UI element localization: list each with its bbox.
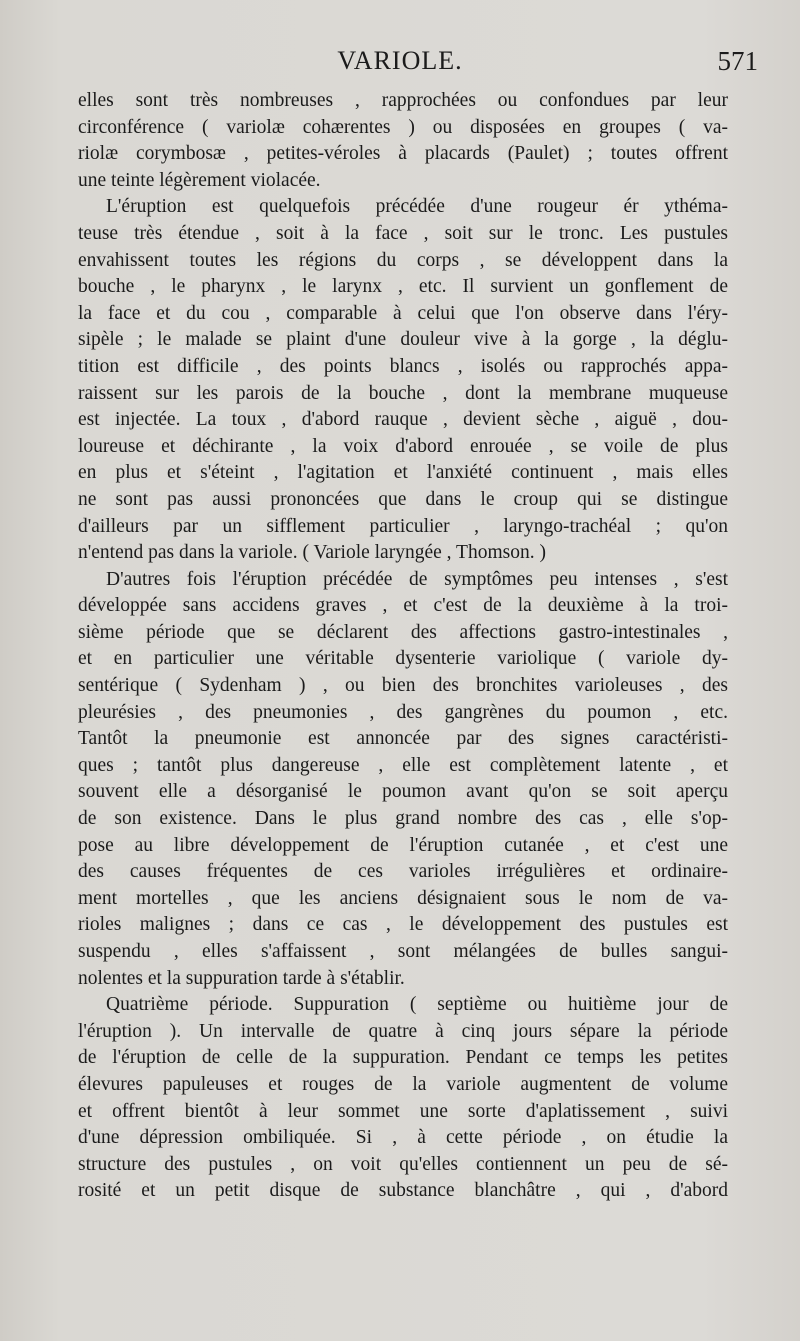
text-line: Tantôt la pneumonie est annoncée par des signes caractéristi-	[78, 728, 728, 750]
page-number: 571	[717, 46, 758, 76]
text-line: ment mortelles , que les anciens désignaient sous le nom de va-	[78, 887, 728, 909]
text-line: ne sont pas aussi prononcées que dans le croup qui se distingue	[78, 488, 728, 510]
running-title: VARIOLE.	[337, 46, 463, 75]
text-line: suspendu , elles s'affaissent , sont mélangées de bulles sangui-	[78, 941, 728, 962]
text-line: n'entend pas dans la variole. ( Variole laryngée , Thomson. )	[78, 542, 546, 564]
text-line: teuse très étendue , soit à la face , soit sur le tronc. Les pustules	[78, 222, 728, 244]
text-line: de l'éruption de celle de la suppuration. Pendant ce temps les petites	[78, 1047, 728, 1069]
text-line: des causes fréquentes de ces varioles irrégulières et ordinaire-	[78, 861, 728, 883]
text-line: pleurésies , des pneumonies , des gangrènes du poumon , etc.	[78, 701, 728, 723]
text-line: développée sans accidens graves , et c'est de la deuxième à la troi-	[78, 595, 728, 617]
text-line: la face et du cou , comparable à celui que l'on observe dans l'éry-	[78, 302, 728, 324]
text-line: bouche , le pharynx , le larynx , etc. Il survient un gonflement de	[78, 276, 728, 298]
text-line: rosité et un petit disque de substance blanchâtre , qui , d'abord	[78, 1180, 728, 1202]
text-line: d'ailleurs par un sifflement particulier , laryngo-trachéal ; qu'on	[78, 515, 728, 537]
running-head	[0, 40, 800, 80]
text-line: sipèle ; le malade se plaint d'une douleur vive à la gorge , la déglu-	[78, 329, 728, 351]
text-line: ques ; tantôt plus dangereuse , elle est complètement latente , et	[78, 754, 728, 776]
text-line: loureuse et déchirante , la voix d'abord enrouée , se voile de plus	[78, 435, 728, 457]
text-line: envahissent toutes les régions du corps , se développent dans la	[78, 249, 728, 271]
text-line: est injectée. La toux , d'abord rauque , devient sèche , aiguë , dou-	[78, 409, 728, 431]
text-line: souvent elle a désorganisé le poumon avant qu'on se soit aperçu	[78, 781, 728, 803]
text-line: circonférence ( variolæ cohærentes ) ou disposées en groupes ( va-	[78, 116, 728, 138]
body-text	[78, 88, 728, 1205]
text-line: l'éruption ). Un intervalle de quatre à cinq jours sépare la période	[78, 1020, 728, 1042]
text-line: riolæ corymbosæ , petites-véroles à placards (Paulet) ; toutes offrent	[78, 143, 728, 165]
text-line: D'autres fois l'éruption précédée de symptômes peu intenses , s'est	[106, 568, 728, 590]
text-line: élevures papuleuses et rouges de la variole augmentent de volume	[78, 1073, 728, 1095]
text-line: raissent sur les parois de la bouche , dont la membrane muqueuse	[78, 382, 728, 404]
text-line: rioles malignes ; dans ce cas , le développement des pustules est	[78, 914, 728, 936]
text-line: en plus et s'éteint , l'agitation et l'anxiété continuent , mais elles	[78, 462, 728, 484]
text-line: de son existence. Dans le plus grand nombre des cas , elle s'op-	[78, 808, 728, 830]
text-line: et offrent bientôt à leur sommet une sorte d'aplatissement , suivi	[78, 1100, 728, 1122]
text-line: et en particulier une véritable dysenterie variolique ( variole dy-	[78, 648, 728, 670]
text-line: sentérique ( Sydenham ) , ou bien des bronchites varioleuses , des	[78, 675, 728, 697]
text-line: tition est difficile , des points blancs , isolés ou rapprochés appa-	[78, 355, 728, 377]
text-line: structure des pustules , on voit qu'elles contiennent un peu de sé-	[78, 1153, 728, 1175]
text-line: nolentes et la suppuration tarde à s'établir.	[78, 967, 405, 989]
text-line: L'éruption est quelquefois précédée d'une rougeur ér ythéma-	[106, 196, 728, 218]
text-line: sième période que se déclarent des affections gastro-intestinales ,	[78, 621, 728, 643]
text-line: elles sont très nombreuses , rapprochées ou confondues par leur	[78, 90, 728, 111]
text-line: pose au libre développement de l'éruption cutanée , et c'est une	[78, 834, 728, 856]
text-line: une teinte légèrement violacée.	[78, 169, 321, 191]
text-line: d'une dépression ombiliquée. Si , à cette période , on étudie la	[78, 1127, 728, 1149]
text-line: Quatrième période. Suppuration ( septième ou huitième jour de	[106, 994, 728, 1016]
